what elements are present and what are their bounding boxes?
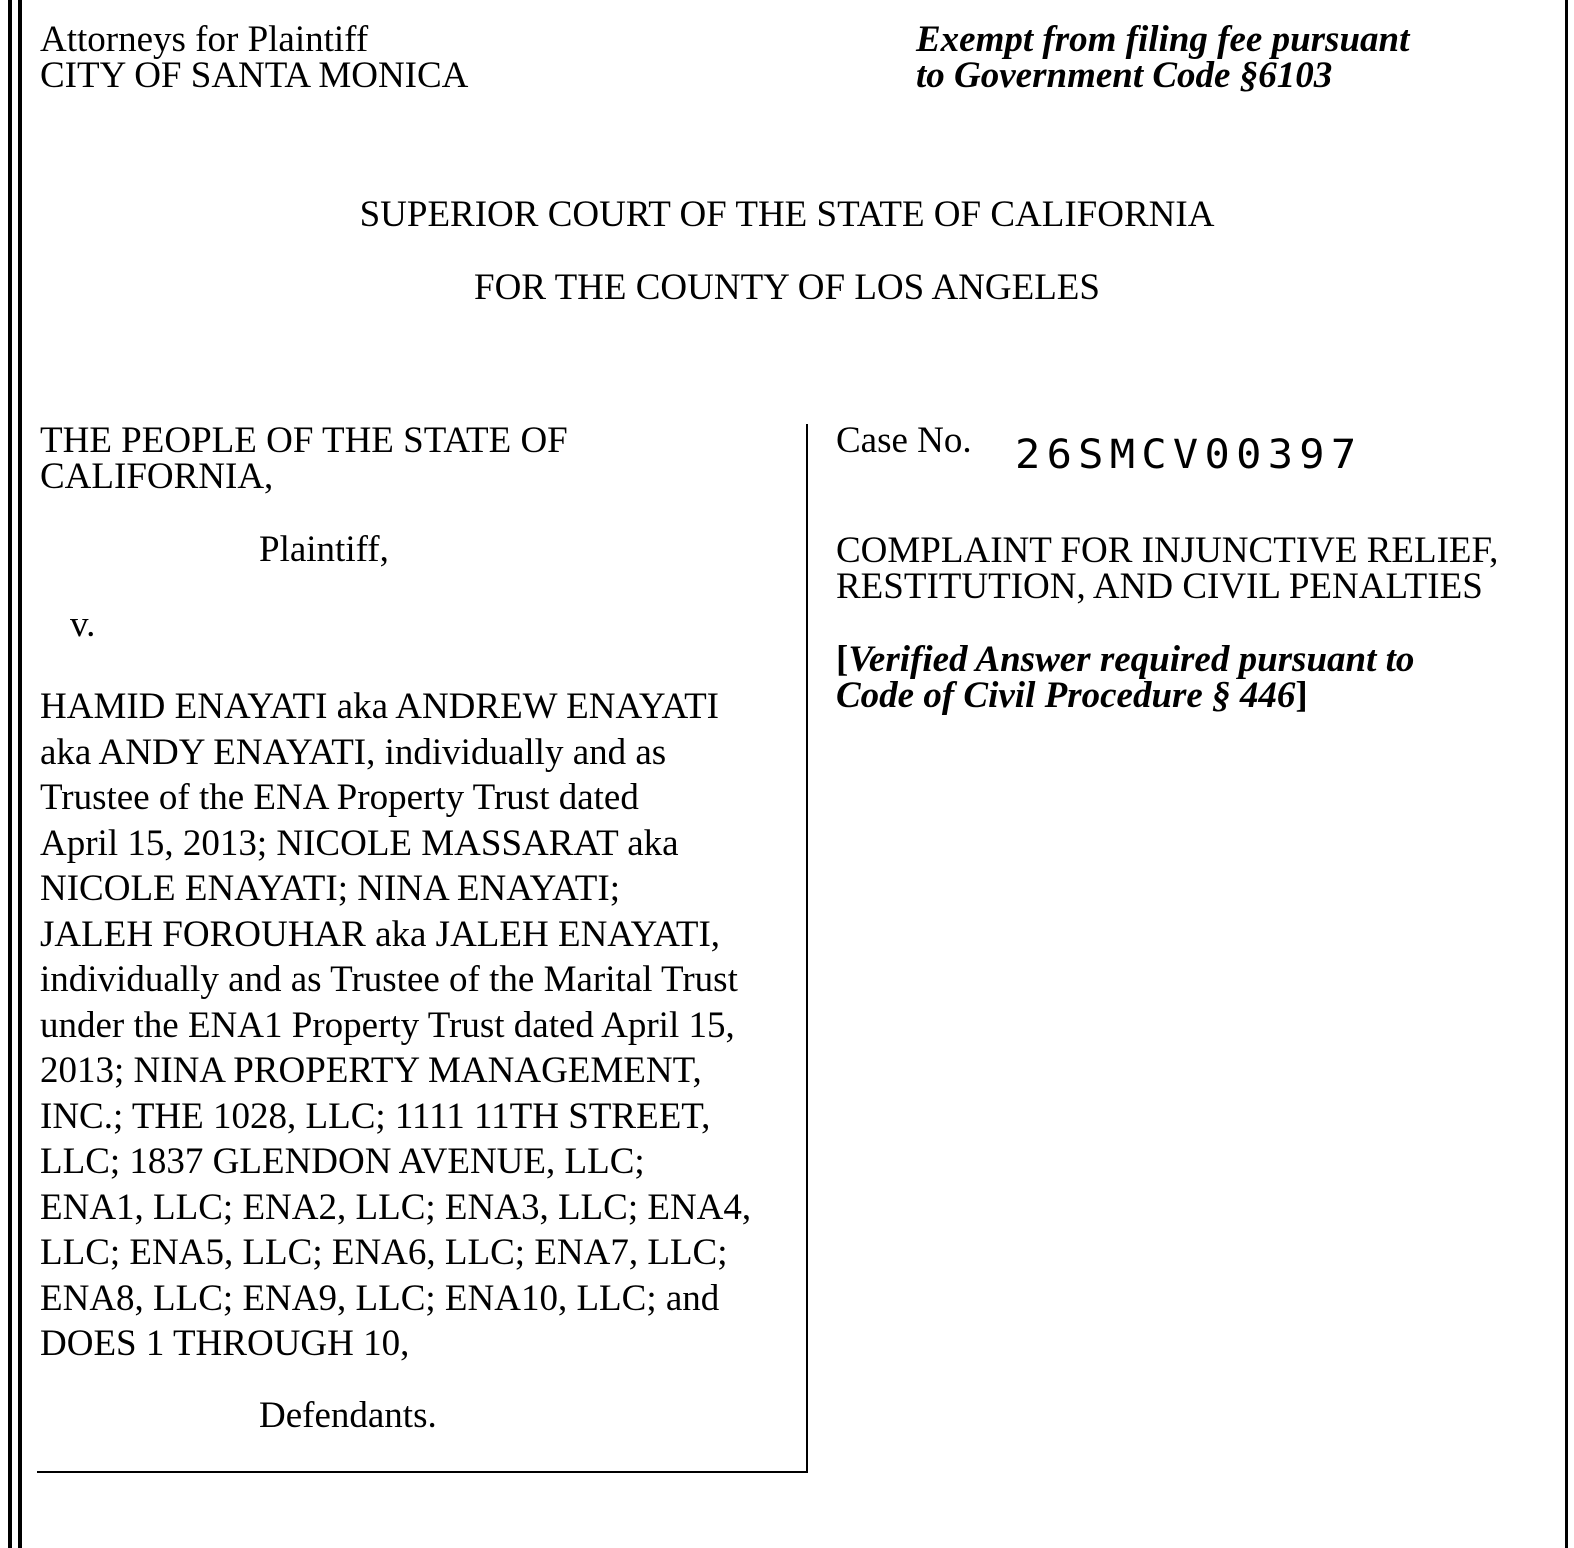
case-number-label: Case No. bbox=[836, 420, 972, 461]
court-county: FOR THE COUNTY OF LOS ANGELES bbox=[474, 267, 1100, 308]
defendant-line: HAMID ENAYATI aka ANDREW ENAYATI bbox=[40, 686, 719, 727]
court-name: SUPERIOR COURT OF THE STATE OF CALIFORNIA bbox=[359, 194, 1215, 235]
defendants-label: Defendants. bbox=[259, 1395, 437, 1436]
versus: v. bbox=[70, 604, 96, 645]
exempt-note-1: Exempt from filing fee pursuant bbox=[916, 19, 1410, 60]
verified-note-1: [Verified Answer required pursuant to bbox=[836, 639, 1415, 680]
defendant-line: aka ANDY ENAYATI, individually and as bbox=[40, 731, 667, 773]
case-number: 26SMCV00397 bbox=[1015, 432, 1363, 478]
verified-note-2: Code of Civil Procedure § 446] bbox=[836, 675, 1308, 716]
plaintiff-line-1: THE PEOPLE OF THE STATE OF bbox=[40, 420, 568, 461]
defendant-line: LLC; ENA5, LLC; ENA6, LLC; ENA7, LLC; bbox=[40, 1232, 728, 1273]
defendant-line: ENA8, LLC; ENA9, LLC; ENA10, LLC; and bbox=[40, 1277, 720, 1319]
plaintiff-line-2: CALIFORNIA, bbox=[40, 456, 274, 497]
attorney-label: Attorneys for Plaintiff bbox=[40, 19, 369, 60]
caption-divider-horizontal bbox=[37, 1471, 808, 1473]
defendant-line: INC.; THE 1028, LLC; 1111 11TH STREET, bbox=[40, 1095, 711, 1137]
defendant-line: under the ENA1 Property Trust dated April 15, bbox=[40, 1004, 735, 1046]
defendant-line: DOES 1 THROUGH 10, bbox=[40, 1323, 410, 1364]
complaint-title-1: COMPLAINT FOR INJUNCTIVE RELIEF, bbox=[836, 530, 1499, 571]
defendant-line: LLC; 1837 GLENDON AVENUE, LLC; bbox=[40, 1141, 645, 1182]
defendant-line: 2013; NINA PROPERTY MANAGEMENT, bbox=[40, 1050, 702, 1091]
defendant-line: NICOLE ENAYATI; NINA ENAYATI; bbox=[40, 868, 621, 909]
plaintiff-label: Plaintiff, bbox=[259, 529, 389, 570]
defendants-list bbox=[40, 684, 751, 1367]
defendant-line: individually and as Trustee of the Marital Trust bbox=[40, 959, 738, 1000]
exempt-note-2: to Government Code §6103 bbox=[916, 55, 1333, 96]
attorney-name: CITY OF SANTA MONICA bbox=[40, 55, 469, 96]
caption-divider-vertical bbox=[806, 424, 808, 1473]
defendant-line: Trustee of the ENA Property Trust dated bbox=[40, 777, 639, 818]
complaint-title-2: RESTITUTION, AND CIVIL PENALTIES bbox=[836, 566, 1483, 607]
defendant-line: ENA1, LLC; ENA2, LLC; ENA3, LLC; ENA4, bbox=[40, 1186, 752, 1228]
defendant-line: April 15, 2013; NICOLE MASSARAT aka bbox=[40, 822, 679, 864]
defendant-line: JALEH FOROUHAR aka JALEH ENAYATI, bbox=[40, 913, 721, 955]
